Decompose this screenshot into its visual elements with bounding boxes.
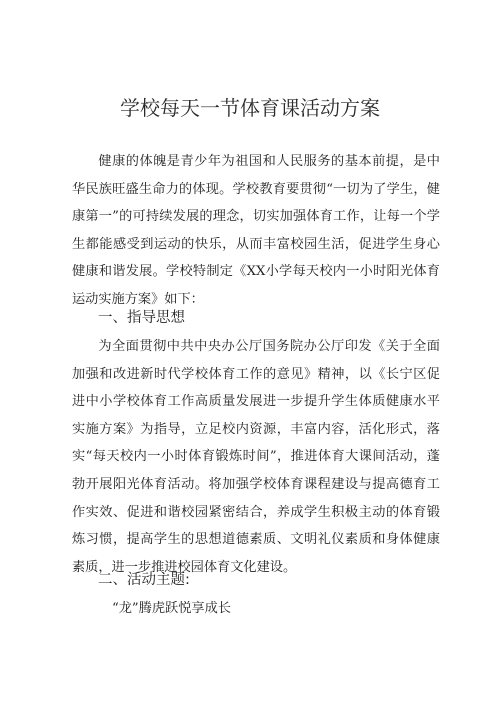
document-title: 学校每天一节体育课活动方案: [120, 96, 380, 120]
intro-paragraph: 健康的体魄是青少年为祖国和人民服务的基本前提，是中华民族旺盛生命力的体现。学校教育要贯彻“一切为了学生，健康第一”的可持续发展的理念，切实加强体育工作，让每一个学生都能感受到运动的快乐，从而丰富校园生活，促进学生身心健康和谐发展。学校特制定《XX小学每天校内一小时阳光体育运动实施方案》如下：: [72, 154, 440, 307]
guiding-thought-paragraph: 为全面贯彻中共中央办公厅国务院办公厅印发《关于全面加强和改进新时代学校体育工作的意见》精神，以《长宁区促进中小学校体育工作高质量发展进一步提升学生体质健康水平实施方案》为指导，立足校内资源，丰富内容，活化形式，落实“每天校内一小时体育锻炼时间”，推进体育大课间活动，蓬勃开展阳光体育活动。将加强学校体育课程建设与提高德育工作实效、促进和谐校园紧密结合，养成学生积极主动的体育锻炼习惯，提高学生的思想道德素质、文明礼仪素质和身体健康素质，进一步推进校园体育文化建设。: [72, 339, 440, 575]
section-heading-activity-theme: 二、活动主题:: [98, 572, 190, 588]
activity-theme-slogan: “龙”腾虎跃悦享成长: [112, 601, 231, 616]
section-heading-guiding-thought: 一、指导思想: [98, 310, 185, 326]
